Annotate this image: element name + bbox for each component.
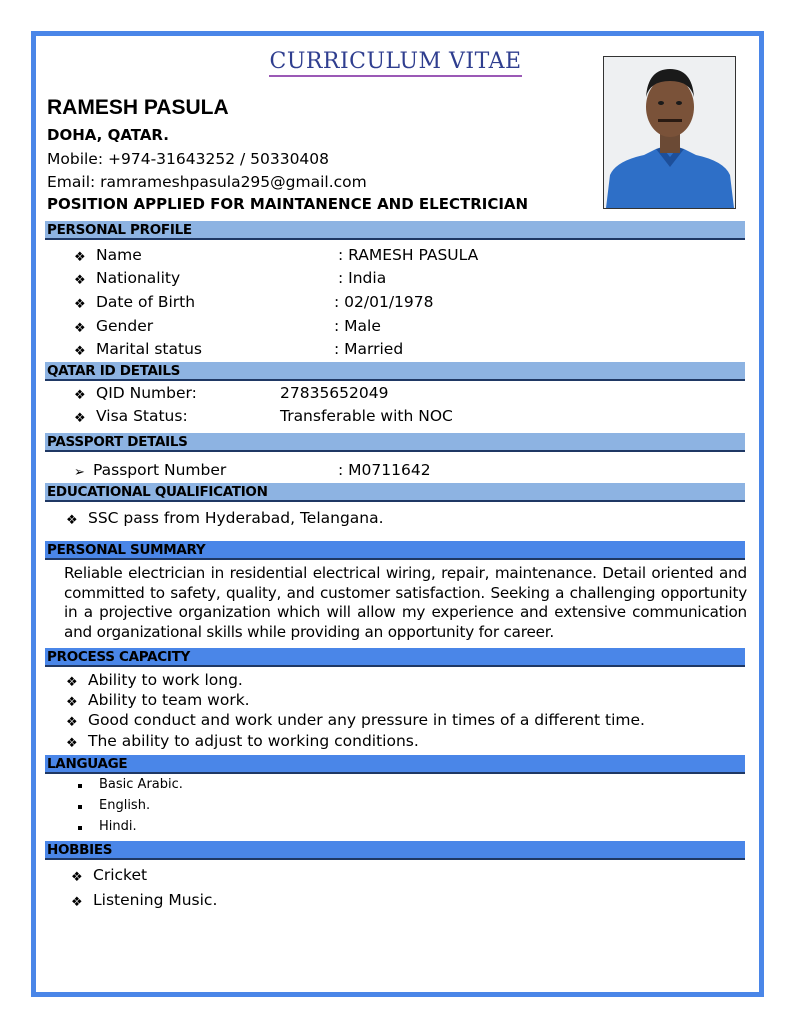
- square-bullet-icon: [78, 784, 82, 788]
- square-bullet-icon: [78, 826, 82, 830]
- hobby-item: Cricket: [93, 866, 148, 884]
- summary-paragraph: Reliable electrician in residential electrical wiring, repair, maintenance. Detail oriented and committed to safety, quality, and customer satisfaction. Seeking a challenging opportunity in a projective organization which will allow my experience and extensive communication and organizational skills while providing an opportunity for career.: [64, 564, 747, 641]
- qid-label: QID Number:: [96, 384, 197, 402]
- section-process-capacity: PROCESS CAPACITY: [45, 648, 745, 667]
- profile-value: : Male: [334, 317, 381, 335]
- email-line: Email: ramrameshpasula295@gmail.com: [47, 173, 367, 191]
- hobby-item: Listening Music.: [93, 891, 218, 909]
- section-qatar-id: QATAR ID DETAILS: [45, 362, 745, 381]
- visa-label: Visa Status:: [96, 407, 188, 425]
- process-item: Ability to work long.: [88, 671, 243, 689]
- profile-value: : RAMESH PASULA: [338, 246, 479, 264]
- section-education: EDUCATIONAL QUALIFICATION: [45, 483, 745, 502]
- diamond-bullet-icon: ❖: [66, 694, 78, 709]
- section-language: LANGUAGE: [45, 755, 745, 774]
- profile-value: : 02/01/1978: [334, 293, 434, 311]
- language-item: Hindi.: [99, 819, 137, 834]
- education-item: SSC pass from Hyderabad, Telangana.: [88, 509, 384, 527]
- section-personal-profile: PERSONAL PROFILE: [45, 221, 745, 240]
- profile-label: Marital status: [96, 340, 202, 358]
- arrow-bullet-icon: ➢: [74, 464, 85, 479]
- diamond-bullet-icon: ❖: [74, 249, 86, 264]
- diamond-bullet-icon: ❖: [74, 296, 86, 311]
- diamond-bullet-icon: ❖: [66, 714, 78, 729]
- diamond-bullet-icon: ❖: [66, 674, 78, 689]
- diamond-bullet-icon: ❖: [74, 320, 86, 335]
- candidate-location: DOHA, QATAR.: [47, 126, 169, 144]
- document-title: CURRICULUM VITAE: [0, 49, 791, 74]
- process-item: The ability to adjust to working conditions.: [88, 732, 419, 750]
- mobile-line: Mobile: +974-31643252 / 50330408: [47, 150, 330, 168]
- diamond-bullet-icon: ❖: [66, 735, 78, 750]
- diamond-bullet-icon: ❖: [74, 343, 86, 358]
- qid-value: 27835652049: [280, 384, 389, 402]
- passport-value: : M0711642: [338, 461, 431, 479]
- visa-value: Transferable with NOC: [280, 407, 453, 425]
- candidate-name: RAMESH PASULA: [47, 96, 229, 119]
- section-passport: PASSPORT DETAILS: [45, 433, 745, 452]
- profile-label: Gender: [96, 317, 154, 335]
- process-item: Good conduct and work under any pressure in times of a different time.: [88, 711, 645, 729]
- square-bullet-icon: [78, 805, 82, 809]
- section-summary: PERSONAL SUMMARY: [45, 541, 745, 560]
- passport-label: Passport Number: [93, 461, 227, 479]
- process-item: Ability to team work.: [88, 691, 250, 709]
- language-item: Basic Arabic.: [99, 777, 183, 792]
- language-item: English.: [99, 798, 151, 813]
- diamond-bullet-icon: ❖: [66, 512, 78, 527]
- profile-photo: [603, 56, 736, 209]
- diamond-bullet-icon: ❖: [71, 894, 83, 909]
- profile-label: Nationality: [96, 269, 181, 287]
- profile-value: : India: [338, 269, 387, 287]
- profile-label: Name: [96, 246, 142, 264]
- position-applied: POSITION APPLIED FOR MAINTANENCE AND ELECTRICIAN: [47, 195, 529, 213]
- diamond-bullet-icon: ❖: [74, 272, 86, 287]
- profile-label: Date of Birth: [96, 293, 196, 311]
- diamond-bullet-icon: ❖: [74, 410, 86, 425]
- diamond-bullet-icon: ❖: [74, 387, 86, 402]
- profile-value: : Married: [334, 340, 404, 358]
- section-hobbies: HOBBIES: [45, 841, 745, 860]
- diamond-bullet-icon: ❖: [71, 869, 83, 884]
